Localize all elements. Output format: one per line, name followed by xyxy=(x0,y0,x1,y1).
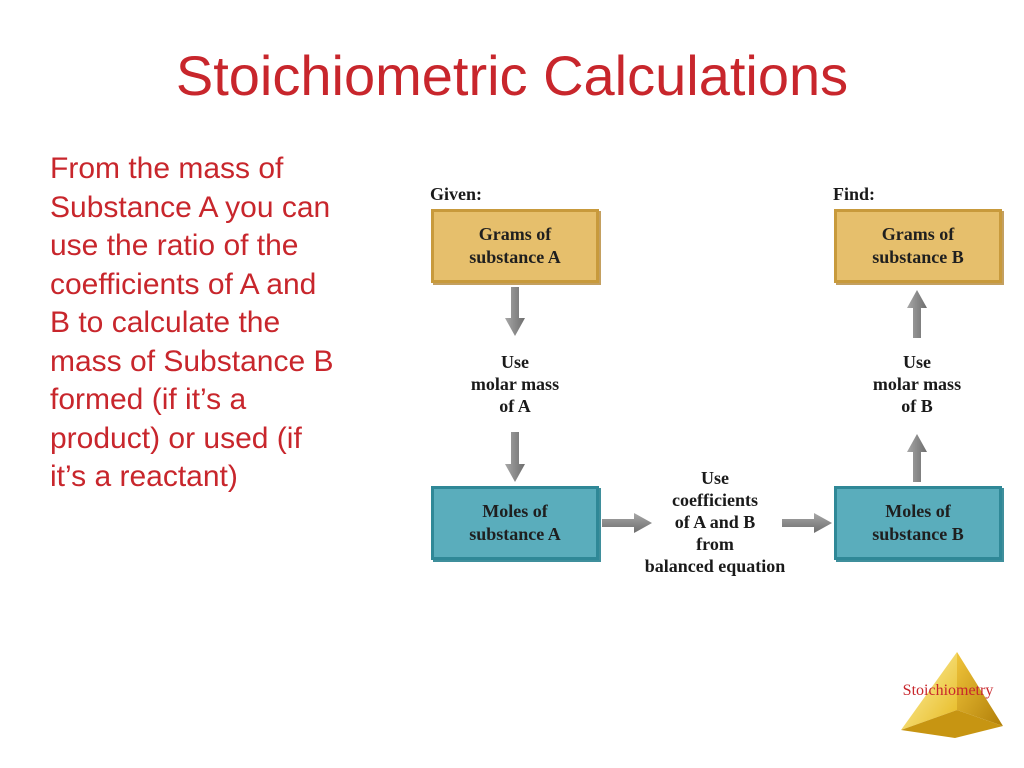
step-line: of A xyxy=(499,396,531,416)
grams-a-box xyxy=(431,209,599,283)
body-line: From the mass of xyxy=(50,152,284,185)
body-line: use the ratio of the xyxy=(50,229,299,262)
body-line: mass of Substance B xyxy=(50,344,334,378)
arrow-up-icon xyxy=(907,434,927,482)
box-line: substance B xyxy=(872,247,964,267)
step-line: Use xyxy=(501,352,529,372)
box-line: Grams of xyxy=(478,224,552,244)
step-line: coefficients xyxy=(672,490,758,510)
step-molar-mass-a xyxy=(440,351,590,417)
body-line: it’s a reactant) xyxy=(50,460,238,493)
slide-title: Stoichiometric Calculations xyxy=(175,44,849,107)
box-line: Grams of xyxy=(881,224,955,244)
step-line: of A and B xyxy=(674,512,756,532)
arrow-up-icon xyxy=(907,290,927,338)
step-line: molar mass xyxy=(470,374,560,394)
arrow-down-icon xyxy=(505,432,525,482)
box-line: substance A xyxy=(469,247,561,267)
body-line: product) or used (if xyxy=(50,421,302,455)
step-line: from xyxy=(696,534,734,554)
step-line: molar mass xyxy=(872,374,962,394)
box-line: Moles of xyxy=(482,501,548,521)
body-line: Substance A you can xyxy=(50,190,331,224)
body-line: coefficients of A and xyxy=(50,267,317,301)
moles-a-box xyxy=(431,486,599,560)
step-line: of B xyxy=(901,396,933,416)
box-line: substance A xyxy=(469,524,561,544)
given-label: Given: xyxy=(430,184,482,204)
body-line: B to calculate the xyxy=(50,306,281,339)
find-label: Find: xyxy=(833,184,876,204)
grams-b-box xyxy=(834,209,1002,283)
box-line: Moles of xyxy=(885,501,951,521)
box-line: substance B xyxy=(872,524,964,544)
body-line: formed (if it’s a xyxy=(50,383,247,416)
corner-label: Stoichiometry xyxy=(902,682,994,699)
arrow-down-icon xyxy=(505,287,525,336)
body-text xyxy=(50,150,430,497)
step-line: Use xyxy=(701,468,729,488)
step-line: Use xyxy=(903,352,931,372)
step-coefficients xyxy=(617,467,813,577)
step-line: balanced equation xyxy=(644,556,786,576)
step-molar-mass-b xyxy=(842,351,992,417)
moles-b-box xyxy=(834,486,1002,560)
